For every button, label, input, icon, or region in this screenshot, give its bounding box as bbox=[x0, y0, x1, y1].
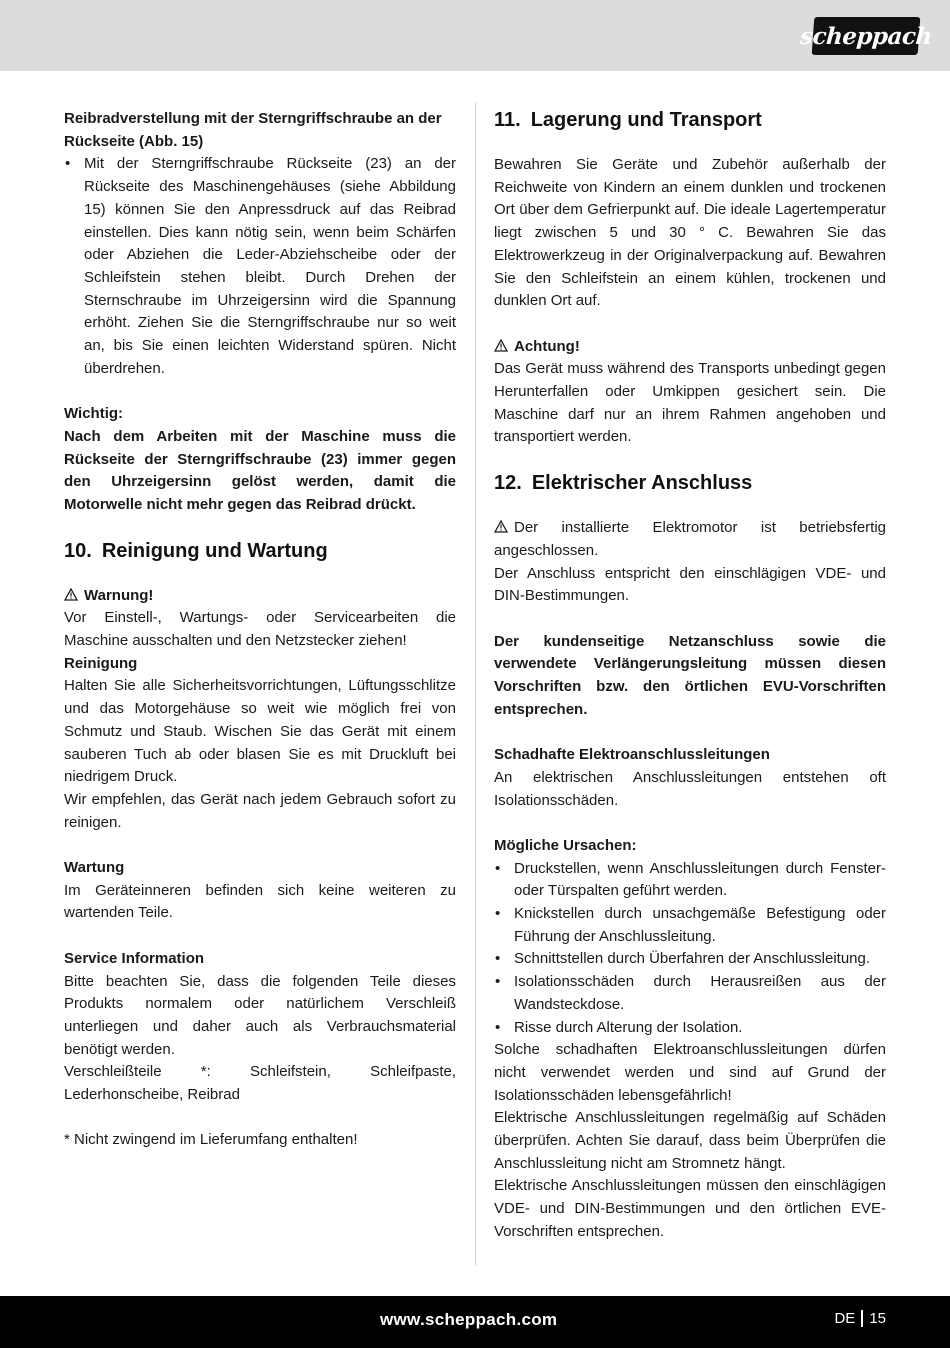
list-item: • Schnittstellen durch Überfahren der Anschlussleitung. bbox=[494, 948, 886, 971]
causes-list bbox=[494, 858, 886, 1040]
right-column bbox=[494, 108, 886, 1244]
section-title: Reinigung und Wartung bbox=[101, 539, 328, 562]
closing-text: Solche schadhaften Elektroanschlussleitungen dürfen nicht verwendet werden und sind auf Grund der Isolationsschäden lebensgefährlich! bbox=[494, 1041, 886, 1104]
storage-text: Bewahren Sie Geräte und Zubehör außerhalb der Reichweite von Kindern an einem dunklen und trockenen Ort über dem Gefrierpunkt auf. Die ideale Lagertemperatur liegt zwischen 5 und 30 ° C. Bewahren Sie das Elektrowerkzeug in der Originalverpackung auf. Bewahren Sie den Schleifstein an einem kühlen, trockenen und dunklen Ort auf. bbox=[494, 156, 886, 310]
connection-text: Der Anschluss entspricht den einschlägigen VDE- und DIN-Bestimmungen. bbox=[494, 564, 886, 605]
section-number: 12. bbox=[494, 472, 522, 495]
section-title: Lagerung und Transport bbox=[530, 109, 762, 131]
attention-label-row bbox=[494, 336, 886, 359]
intro-list bbox=[64, 153, 456, 380]
brand-logo-text: scheppach bbox=[799, 22, 933, 50]
customer-connection-text: Der kundenseitige Netzanschluss sowie die verwendete Verlängerungsleitung müssen diesen Vorschriften bzw. den örtlichen EVU-Vorschriften entsprechen. bbox=[494, 632, 886, 718]
service-text: Bitte beachten Sie, dass die folgenden Teile dieses Produkts normalem oder natürlichem Verschleiß unterliegen und daher auch als Verbrauchsmaterial benötigt werden. bbox=[64, 972, 456, 1058]
list-item: • Mit der Sterngriffschraube Rückseite (23) an der Rückseite des Maschinengehäuses (siehe Abbildung 15) können Sie den Anpressdruck auf das Reibrad einstellen. Dies kann nötig sein, wenn beim Schärfen oder Abziehen die Leder-Abziehscheibe oder der Schleifstein stehen bleibt. Durch Drehen der Sternschraube im Uhrzeigersinn wird die Spannung erhöht. Ziehen Sie die Sterngriffschraube nur so weit an, bis Sie einen leichten Widerstand spüren. Nicht überdrehen. bbox=[64, 153, 456, 380]
section-number: 10. bbox=[64, 539, 92, 562]
section-12-heading bbox=[494, 469, 886, 497]
service-heading: Service Information bbox=[64, 949, 205, 967]
intro-heading: Reibradverstellung mit der Sterngriffschraube an der Rückseite (Abb. 15) bbox=[64, 110, 442, 150]
section-title: Elektrischer Anschluss bbox=[531, 472, 753, 495]
maintenance-text: Im Geräteinneren befinden sich keine weiteren zu wartenden Teile. bbox=[64, 881, 456, 922]
cleaning-heading: Reinigung bbox=[64, 654, 138, 672]
cleaning-text: Halten Sie alle Sicherheitsvorrichtungen, Lüftungsschlitze und das Motorgehäuse so weit wie möglich frei von Schmutz und Staub. Wischen Sie das Gerät mit einem sauberen Tuch ab oder blasen Sie es mit Druckluft bei niedrigem Druck. bbox=[64, 677, 456, 786]
wear-parts-text: Verschleißteile *: Schleifstein, Schleifpaste, Lederhonscheibe, Reibrad bbox=[64, 1063, 456, 1104]
list-item: • Knickstellen durch unsachgemäße Befestigung oder Führung der Anschlussleitung. bbox=[494, 903, 886, 948]
important-text: Nach dem Arbeiten mit der Maschine muss die Rückseite der Sterngriffschraube (23) immer gegen den Uhrzeigersinn gelöst werden, damit die Motorwelle nicht mehr gegen das Reibrad drückt. bbox=[64, 427, 456, 513]
brand-logo bbox=[799, 17, 933, 55]
section-10-heading bbox=[64, 537, 456, 565]
warning-triangle-icon bbox=[494, 339, 508, 352]
list-item: • Isolationsschäden durch Herausreißen aus der Wandsteckdose. bbox=[494, 971, 886, 1016]
column-divider bbox=[475, 103, 476, 1265]
header-bar bbox=[0, 0, 950, 71]
motor-text: Der installierte Elektromotor ist betriebsfertig angeschlossen. bbox=[494, 519, 886, 559]
warning-triangle-icon bbox=[64, 588, 78, 601]
causes-heading: Mögliche Ursachen: bbox=[494, 836, 637, 854]
footnote: * Nicht zwingend im Lieferumfang enthalten! bbox=[64, 1131, 358, 1149]
attention-text: Das Gerät muss während des Transports unbedingt gegen Herunterfallen oder Umkippen gesichert sein. Die Maschine darf nur an ihrem Rahmen angehoben und transportiert werden. bbox=[494, 360, 886, 446]
language-code: DE bbox=[834, 1310, 856, 1327]
left-column bbox=[64, 108, 456, 1152]
section-11-heading bbox=[494, 106, 886, 134]
important-label: Wichtig: bbox=[64, 405, 124, 423]
maintenance-heading: Wartung bbox=[64, 859, 125, 877]
warning-label-row bbox=[64, 585, 456, 608]
page-indicator bbox=[834, 1310, 886, 1327]
warning-text: Vor Einstell-, Wartungs- oder Servicearbeiten die Maschine ausschalten und den Netzstecker ziehen! bbox=[64, 609, 456, 650]
warning-triangle-icon bbox=[494, 520, 508, 533]
motor-text-row bbox=[494, 517, 886, 562]
check-text: Elektrische Anschlussleitungen regelmäßig auf Schäden überprüfen. Achten Sie darauf, dass beim Überprüfen die Anschlussleitung nicht am Stromnetz hängt. bbox=[494, 1109, 886, 1172]
website-link[interactable]: www.scheppach.com bbox=[380, 1310, 558, 1329]
list-item: • Risse durch Alterung der Isolation. bbox=[494, 1017, 886, 1040]
list-item: • Druckstellen, wenn Anschlussleitungen durch Fenster- oder Türspalten geführt werden. bbox=[494, 858, 886, 903]
cleaning-text-2: Wir empfehlen, das Gerät nach jedem Gebrauch sofort zu reinigen. bbox=[64, 790, 456, 831]
damaged-text: An elektrischen Anschlussleitungen entstehen oft Isolationsschäden. bbox=[494, 768, 886, 809]
damaged-heading: Schadhafte Elektroanschlussleitungen bbox=[494, 746, 770, 764]
final-text: Elektrische Anschlussleitungen müssen den einschlägigen VDE- und DIN-Bestimmungen und den örtlichen EVE-Vorschriften entsprechen. bbox=[494, 1177, 886, 1240]
page-number: 15 bbox=[869, 1310, 886, 1327]
section-number: 11. bbox=[494, 109, 521, 131]
warning-label: Warnung! bbox=[84, 586, 154, 604]
page-separator bbox=[861, 1310, 863, 1327]
attention-label: Achtung! bbox=[514, 337, 580, 355]
